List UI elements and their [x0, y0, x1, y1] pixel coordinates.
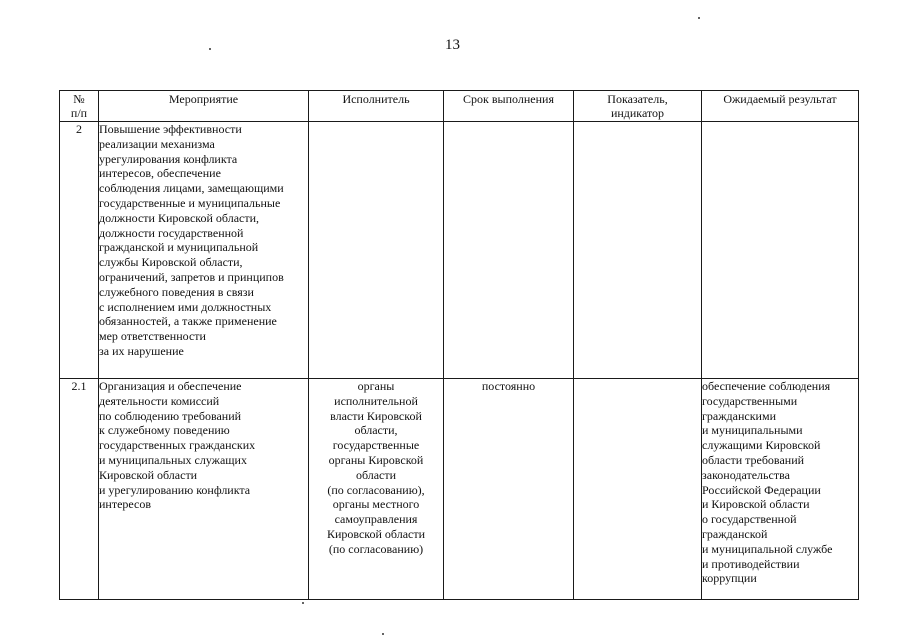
row-measure: Организация и обеспечение деятельности комиссий по соблюдению требований к служебному поведению государственных гражданских и муниципальных служащих Кировской области и урегулированию конфликта интересов	[99, 379, 309, 600]
scan-speck	[698, 17, 700, 19]
row-result: обеспечение соблюдения государственными гражданскими и муниципальными служащими Кировской области требований законодательства Российской Федерации и Кировской области о государственной гражданской и муниципальной службе и противодействии коррупции	[702, 379, 859, 600]
table-row	[60, 379, 859, 600]
row-deadline: постоянно	[444, 379, 574, 600]
row-number: 2.1	[60, 379, 99, 600]
column-header-measure: Мероприятие	[99, 91, 309, 122]
row-number: 2	[60, 122, 99, 379]
scan-speck	[382, 633, 384, 635]
row-indicator	[574, 379, 702, 600]
column-header-number: № п/п	[60, 91, 99, 122]
row-indicator	[574, 122, 702, 379]
column-header-executor: Исполнитель	[309, 91, 444, 122]
column-header-result: Ожидаемый результат	[702, 91, 859, 122]
scan-speck	[302, 602, 304, 604]
page-number: 13	[445, 37, 460, 53]
column-header-indicator: Показатель, индикатор	[574, 91, 702, 122]
action-plan-table	[59, 90, 859, 600]
row-executor: органы исполнительной власти Кировской области, государственные органы Кировской области (по согласованию), органы местного самоуправления Кировской области (по согласованию)	[309, 379, 444, 600]
scan-speck	[209, 48, 211, 50]
row-result	[702, 122, 859, 379]
row-executor	[309, 122, 444, 379]
row-deadline	[444, 122, 574, 379]
table-header-row	[60, 91, 859, 122]
column-header-deadline: Срок выполнения	[444, 91, 574, 122]
table-row	[60, 122, 859, 379]
row-measure: Повышение эффективности реализации механизма урегулирования конфликта интересов, обеспечение соблюдения лицами, замещающими государственные и муниципальные должности Кировской области, должности государственной гражданской и муниципальной службы Кировской области, ограничений, запретов и принципов служебного поведения в связи с исполнением ими должностных обязанностей, а также применение мер ответственности за их нарушение	[99, 122, 309, 379]
